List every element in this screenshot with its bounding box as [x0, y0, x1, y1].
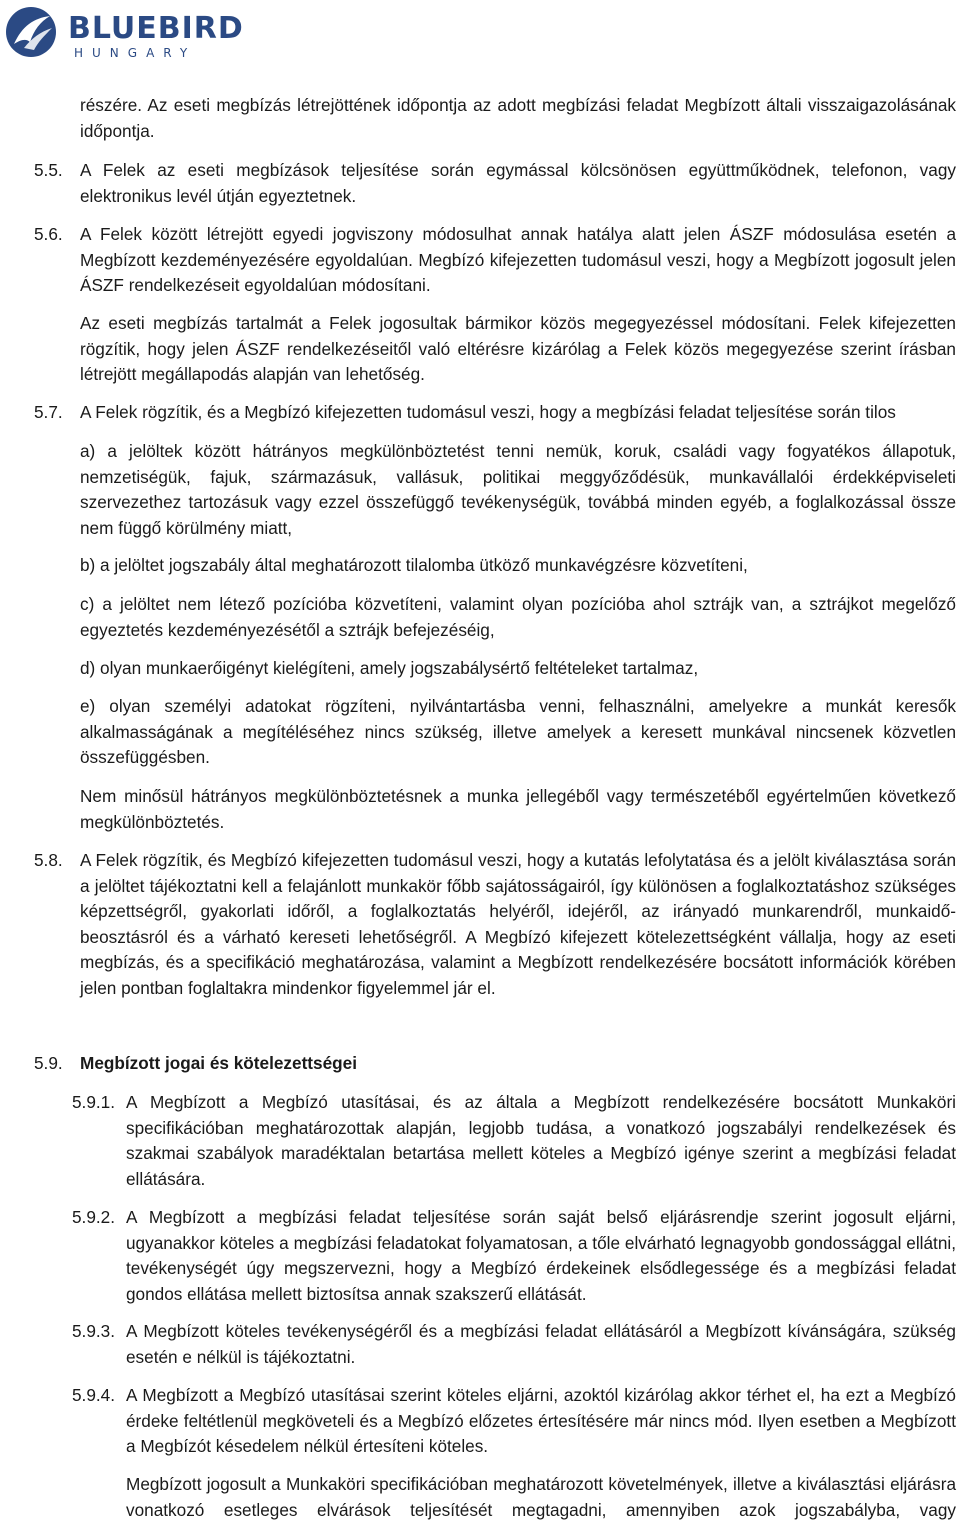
list-item-5-7-e: e) olyan személyi adatokat rögzíteni, nyilvántartásba venni, felhasználni, amelyekre a munkát keresők alkalmasságának a megítéléséhez nincs szükség, illetve amelyek a keresett munkával nincsenek közvetlen összefüggésben.: [80, 696, 956, 768]
paragraph-intro: részére. Az eseti megbízás létrejöttének időpontja az adott megbízási feladat Megbízott általi visszaigazolásának időpontja.: [80, 95, 956, 141]
list-item-5-7-a: a) a jelöltek között hátrányos megkülönböztetést tenni nemük, koruk, családi vagy fogyatékos állapotuk, nemzetiségük, fajuk, származásuk, vallásuk, politikai meggyőződésük, munkavállalói érdekképviseleti szervezethez tartozásuk vagy ezzel összefüggő tevékenységük, továbbá minden egyéb, a foglalkozással össze nem függő körülmény miatt,: [80, 441, 956, 538]
section-number-5-8: 5.8.: [34, 850, 63, 870]
list-item-5-7-c: c) a jelöltet nem létező pozícióba közvetíteni, valamint olyan pozícióba ahol sztrájk van, a sztrájkot megelőző egyeztetés kezdeményezésétől a sztrájk befejezéséig,: [80, 594, 956, 640]
section-number-5-5: 5.5.: [34, 160, 63, 180]
section-number-5-6: 5.6.: [34, 224, 63, 244]
section-number-5-9-4: 5.9.4.: [72, 1385, 116, 1405]
section-number-5-9-2: 5.9.2.: [72, 1207, 116, 1227]
paragraph-5-6: A Felek között létrejött egyedi jogviszony módosulhat annak hatálya alatt jelen ÁSZF módosulása esetén a Megbízott kezdeményezésére egyoldalúan. Megbízó kifejezetten tudomásul veszi, hogy a Megbízott jogosult jelen ÁSZF rendelkezéseit egyoldalúan módosítani.: [80, 224, 956, 296]
paragraph-5-7: A Felek rögzítik, és a Megbízó kifejezetten tudomásul veszi, hogy a megbízási feladat teljesítése során tilos: [80, 402, 896, 422]
paragraph-5-9-4: A Megbízott a Megbízó utasításai szerint köteles eljárni, azoktól kizárólag akkor térhet el, ha ezt a Megbízó érdeke feltétlenül megköveteli és a Megbízó előzetes értesítésére már nincs mód. Ilyen esetben a Megbízott a Megbízót késedelem nélkül értesíteni köteles.: [126, 1385, 956, 1457]
paragraph-5-9-2: A Megbízott a megbízási feladat teljesítése során saját belső eljárásrendje szerint jogosult eljárni, ugyanakkor köteles a megbízási feladatokat folyamatosan, a tőle elvárható legnagyobb gondossággal ellátni, tevékenységét úgy megszervezni, hogy a Megbízó érdekeinek elsődlegessége és a megbízási feladat gondos ellátása mellett biztosítsa annak szakszerű ellátását.: [126, 1207, 956, 1304]
paragraph-5-7-note: Nem minősül hátrányos megkülönböztetésnek a munka jellegéből vagy természetéből egyértelműen következő megkülönböztetés.: [80, 786, 956, 832]
section-number-5-7: 5.7.: [34, 402, 63, 422]
paragraph-5-5: A Felek az eseti megbízások teljesítése során egymással kölcsönösen együttműködnek, telefonon, vagy elektronikus levél útján egyeztetnek.: [80, 160, 956, 206]
section-number-5-9-3: 5.9.3.: [72, 1321, 116, 1341]
paragraph-5-6-b: Az eseti megbízás tartalmát a Felek jogosultak bármikor közös megegyezéssel módosítani. Felek kifejezetten rögzítik, hogy jelen ÁSZF rendelkezéseitől való eltérésre kizárólag a Felek közös megegyezése szerint írásban létrejött megállapodás alapján van lehetőség.: [80, 313, 956, 385]
paragraph-5-9-3: A Megbízott köteles tevékenységéről és a megbízási feladat ellátásáról a Megbízott kívánságára, szükség esetén e nélkül is tájékoztatni.: [126, 1321, 956, 1367]
company-logo: [4, 4, 254, 60]
logo-wordmark: BLUEBIRD: [68, 11, 244, 46]
logo-subtitle: HUNGARY: [74, 46, 197, 60]
list-item-5-7-d: d) olyan munkaerőigényt kielégíteni, amely jogszabálysértő feltételeket tartalmaz,: [80, 658, 699, 678]
section-number-5-9-1: 5.9.1.: [72, 1092, 116, 1112]
paragraph-5-9-4-b: Megbízott jogosult a Munkaköri specifikációban meghatározott követelmények, illetve a kiválasztási eljárásra vonatkozó esetleges elvárások teljesítését megtagadni, amennyiben azok jogszabályba, vagy: [126, 1474, 956, 1520]
paragraph-5-8: A Felek rögzítik, és Megbízó kifejezetten tudomásul veszi, hogy a kutatás lefolytatása és a jelölt kiválasztása során a jelöltet tájékoztatni kell a felajánlott munkakör főbb sajátosságairól, így különösen a foglalkoztatáshoz szükséges képzettségről, gyakorlati időről, a foglalkoztatás helyéről, idejéről, az irányadó munkarendről, munkaidő-beosztásról és a várható kereseti lehetőségről. A Megbízó kifejezett kötelezettségként vállalja, hogy az eseti megbízás, és a specifikáció meghatározása, valamint a Megbízott rendelkezésére bocsátott információk körében jelen pontban foglaltakra mindenkor figyelemmel jár el.: [80, 850, 956, 998]
bird-logo-icon: [4, 4, 60, 60]
section-heading-5-9: Megbízott jogai és kötelezettségei: [80, 1053, 357, 1073]
list-item-5-7-b: b) a jelöltet jogszabály által meghatározott tilalomba ütköző munkavégzésre közvetíteni,: [80, 555, 748, 575]
section-number-5-9: 5.9.: [34, 1053, 63, 1073]
paragraph-5-9-1: A Megbízott a Megbízó utasításai, és az általa a Megbízott rendelkezésére bocsátott Munkaköri specifikációban meghatározottak alapján, legjobb tudása, a vonatkozó jogszabályi rendelkezések és szakmai szabályok maradéktalan betartása mellett köteles a Megbízó igénye szerint a megbízási feladat ellátására.: [126, 1092, 956, 1189]
